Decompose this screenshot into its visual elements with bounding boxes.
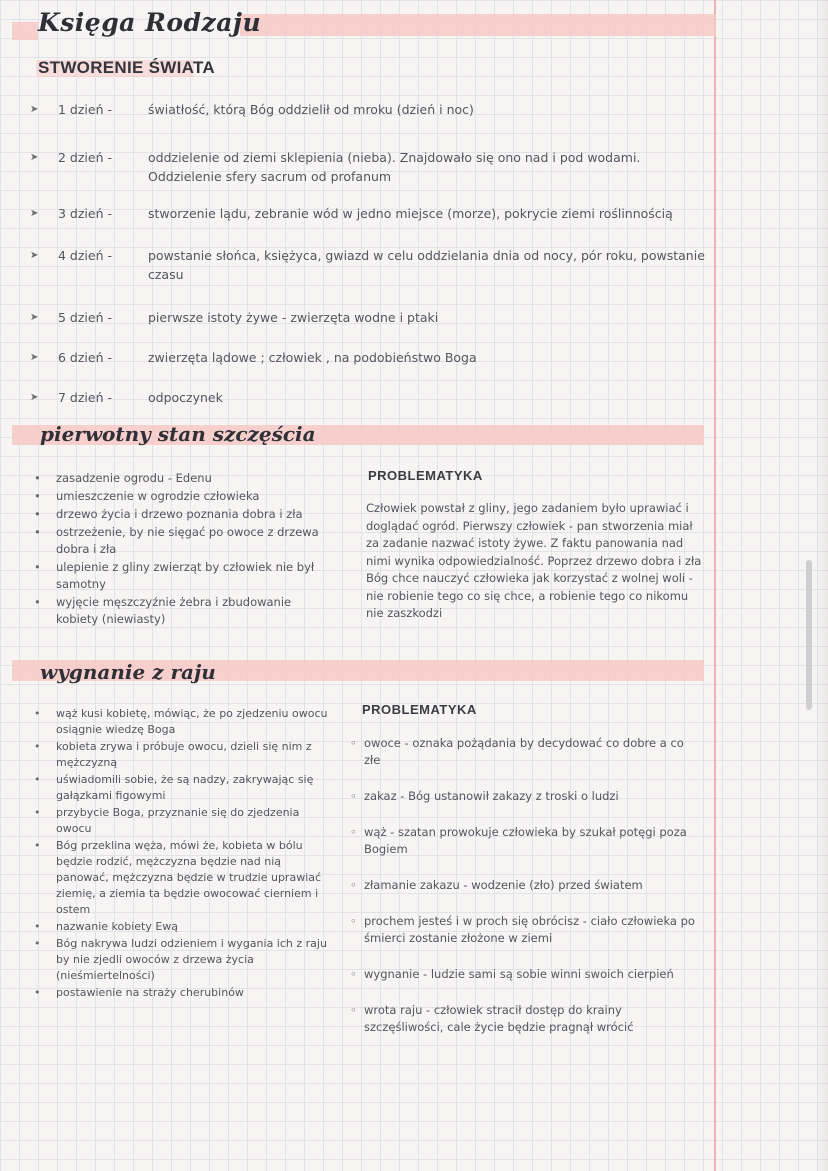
list-item xyxy=(34,772,334,804)
problem-item xyxy=(350,735,700,769)
list-item-text: Bóg nakrywa ludzi odzieniem i wygania ich z raju by nie zjedli owoców z drzewa życia (nieśmiertelności) xyxy=(56,937,327,982)
problem-item xyxy=(350,913,700,947)
day-label: 1 dzień - xyxy=(58,102,112,117)
list-item-text: ulepienie z gliny zwierząt by człowiek nie był samotny xyxy=(56,560,315,591)
scrollbar-handle[interactable] xyxy=(806,560,812,710)
list-item-text: postawienie na straży cherubinów xyxy=(56,986,244,999)
bullet-dot-icon: • xyxy=(34,525,41,539)
bullet-dot-icon: • xyxy=(34,806,41,819)
problem-item xyxy=(350,788,700,805)
problem-title-happiness: PROBLEMATYKA xyxy=(368,468,483,483)
list-item-text: przybycie Boga, przyznanie się do zjedzenia owocu xyxy=(56,806,300,835)
day-text: zwierzęta lądowe ; człowiek , na podobieństwo Boga xyxy=(148,350,477,365)
bullet-dot-icon: • xyxy=(34,937,41,950)
list-item xyxy=(34,919,334,935)
bullet-dot-icon: • xyxy=(34,471,41,485)
bullet-dot-icon: • xyxy=(34,740,41,753)
problem-item-text: wrota raju - człowiek stracił dostęp do krainy szczęśliwości, cale życie będzie pragnął wrócić xyxy=(364,1003,634,1034)
day-text: oddzielenie od ziemi sklepienia (nieba). Znajdowało się ono nad i pod wodami. Oddzielenie sfery sacrum od profanum xyxy=(148,150,641,184)
bullet-dot-icon: • xyxy=(34,707,41,720)
circle-bullet-icon: ◦ xyxy=(350,878,357,892)
list-item xyxy=(34,805,334,837)
list-item-text: drzewo życia i drzewo poznania dobra i zła xyxy=(56,507,303,521)
problem-item xyxy=(350,877,700,894)
circle-bullet-icon: ◦ xyxy=(350,736,357,750)
day-text: pierwsze istoty żywe - zwierzęta wodne i ptaki xyxy=(148,310,439,325)
bullet-dot-icon: • xyxy=(34,560,41,574)
list-item-text: umieszczenie w ogrodzie człowieka xyxy=(56,489,260,503)
day-label: 5 dzień - xyxy=(58,310,112,325)
list-item-text: wyjęcie męszczyźnie żebra i zbudowanie kobiety (niewiasty) xyxy=(56,595,292,626)
page-margin-line xyxy=(714,0,716,1171)
circle-bullet-icon: ◦ xyxy=(350,914,357,928)
problem-item-text: wąż - szatan prowokuje człowieka by szukał potęgi poza Bogiem xyxy=(364,825,687,856)
arrow-bullet-icon: ➤ xyxy=(30,208,39,219)
list-item-text: uświadomili sobie, że są nadzy, zakrywając się gałązkami figowymi xyxy=(56,773,314,802)
list-item-text: kobieta zrywa i próbuje owocu, dzieli się nim z mężczyzną xyxy=(56,740,312,769)
page-title: Księga Rodzaju xyxy=(38,8,262,37)
list-item xyxy=(34,838,334,918)
section-heading-exile: wygnanie z raju xyxy=(40,660,216,684)
bullet-dot-icon: • xyxy=(34,773,41,786)
problem-item xyxy=(350,824,700,858)
title-highlight xyxy=(12,22,38,40)
list-item xyxy=(34,936,334,984)
happiness-list xyxy=(34,470,334,629)
arrow-bullet-icon: ➤ xyxy=(30,104,39,115)
day-text: stworzenie lądu, zebranie wód w jedno miejsce (morze), pokrycie ziemi roślinnością xyxy=(148,206,673,221)
day-label: 2 dzień - xyxy=(58,150,112,165)
bullet-dot-icon: • xyxy=(34,920,41,933)
problem-item xyxy=(350,1002,700,1036)
list-item-text: wąż kusi kobietę, mówiąc, że po zjedzeniu owocu osiągnie wiedzę Boga xyxy=(56,707,328,736)
problem-item-text: zakaz - Bóg ustanowił zakazy z troski o ludzi xyxy=(364,789,619,803)
list-item xyxy=(34,524,334,558)
problem-item-text: prochem jesteś i w proch się obrócisz - ciało człowieka po śmierci zostanie złożone w ziemi xyxy=(364,914,695,945)
problem-text-happiness: Człowiek powstał z gliny, jego zadaniem było uprawiać i doglądać ogród. Pierwszy człowiek - pan stworzenia miał za zadanie nazwać istoty żywe. Z faktu panowania nad nimi wynika odpowiedzialność. Poprzez drzewo dobra i zła Bóg chce nauczyć człowieka jak korzystać z wolnej woli - nie robienie tego co się chce, a robienie tego co nikomu nie zaszkodzi xyxy=(366,501,702,620)
problem-item-text: złamanie zakazu - wodzenie (zło) przed światem xyxy=(364,878,643,892)
exile-problems-list xyxy=(350,735,700,1055)
day-text: powstanie słońca, księżyca, gwiazd w celu oddzielania dnia od nocy, pór roku, powstanie czasu xyxy=(148,248,705,282)
section-subtitle: STWORENIE ŚWIATA xyxy=(38,58,215,77)
day-text: światłość, którą Bóg oddzielił od mroku (dzień i noc) xyxy=(148,102,474,117)
bullet-dot-icon: • xyxy=(34,507,41,521)
bullet-dot-icon: • xyxy=(34,595,41,609)
bullet-dot-icon: • xyxy=(34,839,41,852)
bullet-dot-icon: • xyxy=(34,986,41,999)
circle-bullet-icon: ◦ xyxy=(350,967,357,981)
section-heading-happiness: pierwotny stan szczęścia xyxy=(40,422,316,446)
list-item xyxy=(34,488,334,505)
list-item xyxy=(34,985,334,1001)
problem-title-exile: PROBLEMATYKA xyxy=(362,702,477,717)
list-item-text: nazwanie kobiety Ewą xyxy=(56,920,179,933)
day-text: odpoczynek xyxy=(148,390,223,405)
arrow-bullet-icon: ➤ xyxy=(30,352,39,363)
day-label: 6 dzień - xyxy=(58,350,112,365)
circle-bullet-icon: ◦ xyxy=(350,1003,357,1017)
list-item xyxy=(34,594,334,628)
circle-bullet-icon: ◦ xyxy=(350,825,357,839)
page-edge-shadow xyxy=(814,0,828,1171)
list-item-text: Bóg przeklina węża, mówi że, kobieta w bólu będzie rodzić, mężczyzna będzie nad nią panować, mężczyzna będzie w trudzie uprawiać ziemię, a ziemia ta będzie owocować cierniem i ostem xyxy=(56,839,322,916)
list-item xyxy=(34,739,334,771)
arrow-bullet-icon: ➤ xyxy=(30,250,39,261)
list-item xyxy=(34,706,334,738)
arrow-bullet-icon: ➤ xyxy=(30,312,39,323)
list-item xyxy=(34,506,334,523)
problem-item xyxy=(350,966,700,983)
arrow-bullet-icon: ➤ xyxy=(30,152,39,163)
list-item-text: ostrzeżenie, by nie sięgać po owoce z drzewa dobra i zła xyxy=(56,525,319,556)
day-label: 4 dzień - xyxy=(58,248,112,263)
exile-list xyxy=(34,706,334,1002)
list-item-text: zasadzenie ogrodu - Edenu xyxy=(56,471,212,485)
list-item xyxy=(34,470,334,487)
day-label: 3 dzień - xyxy=(58,206,112,221)
problem-item-text: owoce - oznaka pożądania by decydować co dobre a co złe xyxy=(364,736,684,767)
problem-item-text: wygnanie - ludzie sami są sobie winni swoich cierpień xyxy=(364,967,674,981)
bullet-dot-icon: • xyxy=(34,489,41,503)
list-item xyxy=(34,559,334,593)
day-label: 7 dzień - xyxy=(58,390,112,405)
circle-bullet-icon: ◦ xyxy=(350,789,357,803)
title-highlight-right xyxy=(240,14,716,36)
arrow-bullet-icon: ➤ xyxy=(30,392,39,403)
